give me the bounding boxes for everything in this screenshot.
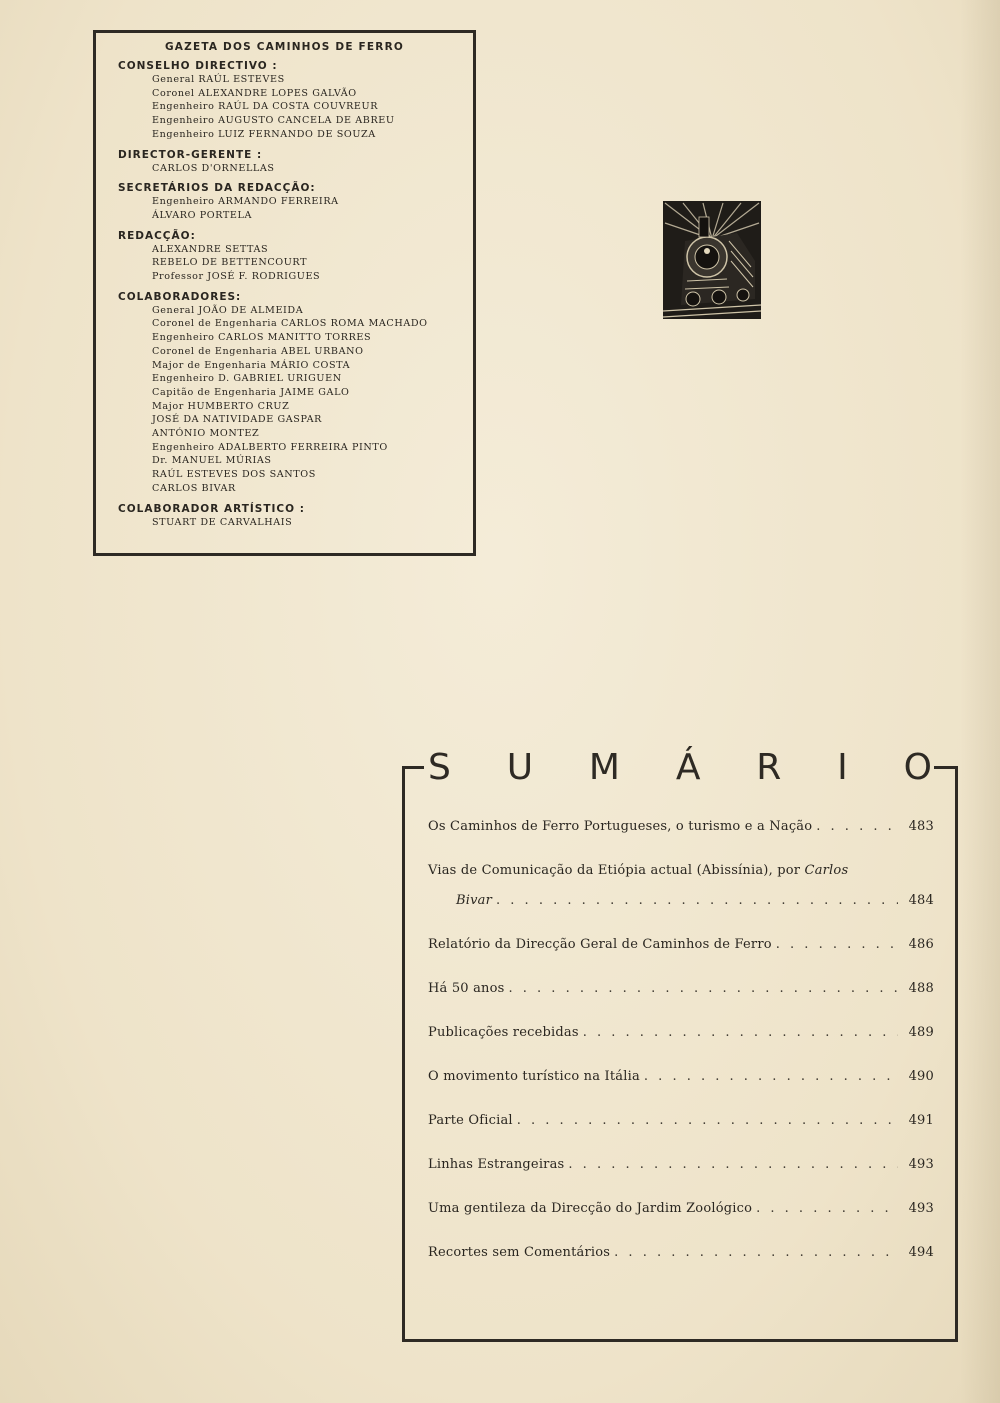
staff-name: STUART DE CARVALHAIS <box>152 516 293 528</box>
staff-name: Coronel de Engenharia ABEL URBANO <box>152 345 364 357</box>
toc-leader-dots <box>568 1150 898 1180</box>
toc-entry <box>428 1238 934 1282</box>
toc-entry-title: O movimento turístico na Itália <box>428 1069 640 1084</box>
staff-name: CARLOS BIVAR <box>152 482 236 494</box>
toc-entry-page: 493 <box>908 1201 934 1216</box>
toc-leader-dots <box>776 930 898 960</box>
section-heading-secretarios: SECRETÁRIOS DA REDACÇÃO: <box>118 182 316 195</box>
masthead-box <box>93 30 476 556</box>
section-heading-colaboradores: COLABORADORES: <box>118 290 242 303</box>
staff-name: Engenheiro CARLOS MANITTO TORRES <box>152 332 372 344</box>
toc-entry-author: Bivar <box>456 893 493 908</box>
summary-title-letter: O <box>903 747 932 788</box>
staff-name: ÁLVARO PORTELA <box>152 209 252 221</box>
toc-entry-page: 491 <box>908 1113 934 1128</box>
toc-entry <box>428 1018 934 1062</box>
summary-title-letter: R <box>756 747 782 788</box>
staff-name: CARLOS D'ORNELLAS <box>152 162 275 174</box>
section-list-secretarios <box>118 195 473 222</box>
staff-name: Engenheiro D. GABRIEL URIGUEN <box>152 373 342 385</box>
staff-name: Engenheiro LUIZ FERNANDO DE SOUZA <box>152 128 376 140</box>
toc-entry-title: Linhas Estrangeiras <box>428 1157 565 1172</box>
toc-entry <box>428 1194 934 1238</box>
staff-name: Dr. MANUEL MÚRIAS <box>152 455 272 467</box>
toc-entry <box>428 856 934 930</box>
toc-entry-page: 488 <box>908 981 934 996</box>
toc-entry-title: Recortes sem Comentários <box>428 1245 611 1260</box>
staff-name: REBELO DE BETTENCOURT <box>152 257 308 269</box>
staff-name: General RAÚL ESTEVES <box>152 74 285 85</box>
section-list-conselho <box>118 73 473 142</box>
staff-name: Capitão de Engenharia JAIME GALO <box>152 386 350 398</box>
toc-entry-page: 486 <box>908 937 934 952</box>
staff-name: Professor JOSÉ F. RODRIGUES <box>152 271 321 283</box>
staff-name: ALEXANDRE SETTAS <box>152 243 269 255</box>
staff-name: Coronel de Engenharia CARLOS ROMA MACHADO <box>152 318 428 330</box>
staff-name: Coronel ALEXANDRE LOPES GALVÃO <box>152 87 357 99</box>
summary-title-letter: S <box>428 747 451 788</box>
summary-top-rule-right <box>934 766 958 769</box>
staff-name: General JOÃO DE ALMEIDA <box>152 304 304 316</box>
staff-name: RAÚL ESTEVES DOS SANTOS <box>152 469 316 481</box>
table-of-contents <box>428 812 934 1282</box>
toc-entry-author: Carlos <box>804 863 849 878</box>
masthead-title: GAZETA DOS CAMINHOS DE FERRO <box>164 41 404 53</box>
section-heading-director: DIRECTOR-GERENTE : <box>118 148 263 161</box>
staff-name: Major de Engenharia MÁRIO COSTA <box>152 359 351 371</box>
summary-title-letter: I <box>837 747 848 788</box>
staff-name: Major HUMBERTO CRUZ <box>152 400 290 412</box>
toc-entry-page: 493 <box>908 1157 934 1172</box>
toc-leader-dots <box>509 974 898 1004</box>
toc-entry <box>428 1150 934 1194</box>
toc-entry-title: Relatório da Direcção Geral de Caminhos de Ferro <box>428 937 772 952</box>
section-list-colaboradores <box>118 304 473 496</box>
toc-entry-page: 490 <box>908 1069 934 1084</box>
summary-top-rule-left <box>402 766 424 769</box>
section-heading-redaccao: REDACÇÃO: <box>118 229 196 242</box>
page-edge-shadow <box>960 0 1000 1403</box>
toc-leader-dots <box>583 1018 898 1048</box>
summary-title-letter: M <box>588 747 620 788</box>
section-list-director <box>118 162 473 176</box>
staff-name: Engenheiro ARMANDO FERREIRA <box>152 196 339 208</box>
toc-leader-dots <box>644 1062 898 1092</box>
toc-entry-page: 494 <box>908 1245 934 1260</box>
toc-entry-title: Vias de Comunicação da Etiópia actual (Abissínia), por <box>428 863 801 878</box>
section-heading-artistico: COLABORADOR ARTÍSTICO : <box>118 502 305 515</box>
toc-leader-dots <box>496 886 898 916</box>
toc-leader-dots <box>517 1106 898 1136</box>
toc-entry-title: Publicações recebidas <box>428 1025 579 1040</box>
toc-entry <box>428 812 934 856</box>
toc-leader-dots <box>614 1238 898 1268</box>
staff-name: ANTÓNIO MONTEZ <box>152 428 260 440</box>
toc-entry-title: Os Caminhos de Ferro Portugueses, o turismo e a Nação <box>428 819 813 834</box>
toc-leader-dots <box>816 812 898 842</box>
section-list-artistico <box>118 516 473 530</box>
toc-entry <box>428 1062 934 1106</box>
section-heading-conselho: CONSELHO DIRECTIVO : <box>118 60 278 72</box>
toc-entry <box>428 1106 934 1150</box>
toc-leader-dots <box>756 1194 898 1224</box>
summary-title-letter: Á <box>675 747 701 788</box>
staff-name: Engenheiro AUGUSTO CANCELA DE ABREU <box>152 115 395 127</box>
locomotive-woodcut-icon <box>663 201 761 319</box>
toc-entry-title: Há 50 anos <box>428 981 505 996</box>
summary-title-letter: U <box>506 747 534 788</box>
staff-name: Engenheiro RAÚL DA COSTA COUVREUR <box>152 101 379 113</box>
toc-entry-page: 489 <box>908 1025 934 1040</box>
toc-entry-title: Uma gentileza da Direcção do Jardim Zoológico <box>428 1201 753 1216</box>
summary-title <box>428 746 932 790</box>
toc-entry <box>428 930 934 974</box>
staff-name: Engenheiro ADALBERTO FERREIRA PINTO <box>152 441 388 453</box>
toc-entry <box>428 974 934 1018</box>
toc-entry-title: Parte Oficial <box>428 1113 513 1128</box>
toc-entry-page: 483 <box>908 819 934 834</box>
section-list-redaccao <box>118 243 473 284</box>
toc-entry-page: 484 <box>908 893 934 908</box>
staff-name: JOSÉ DA NATIVIDADE GASPAR <box>152 414 322 426</box>
